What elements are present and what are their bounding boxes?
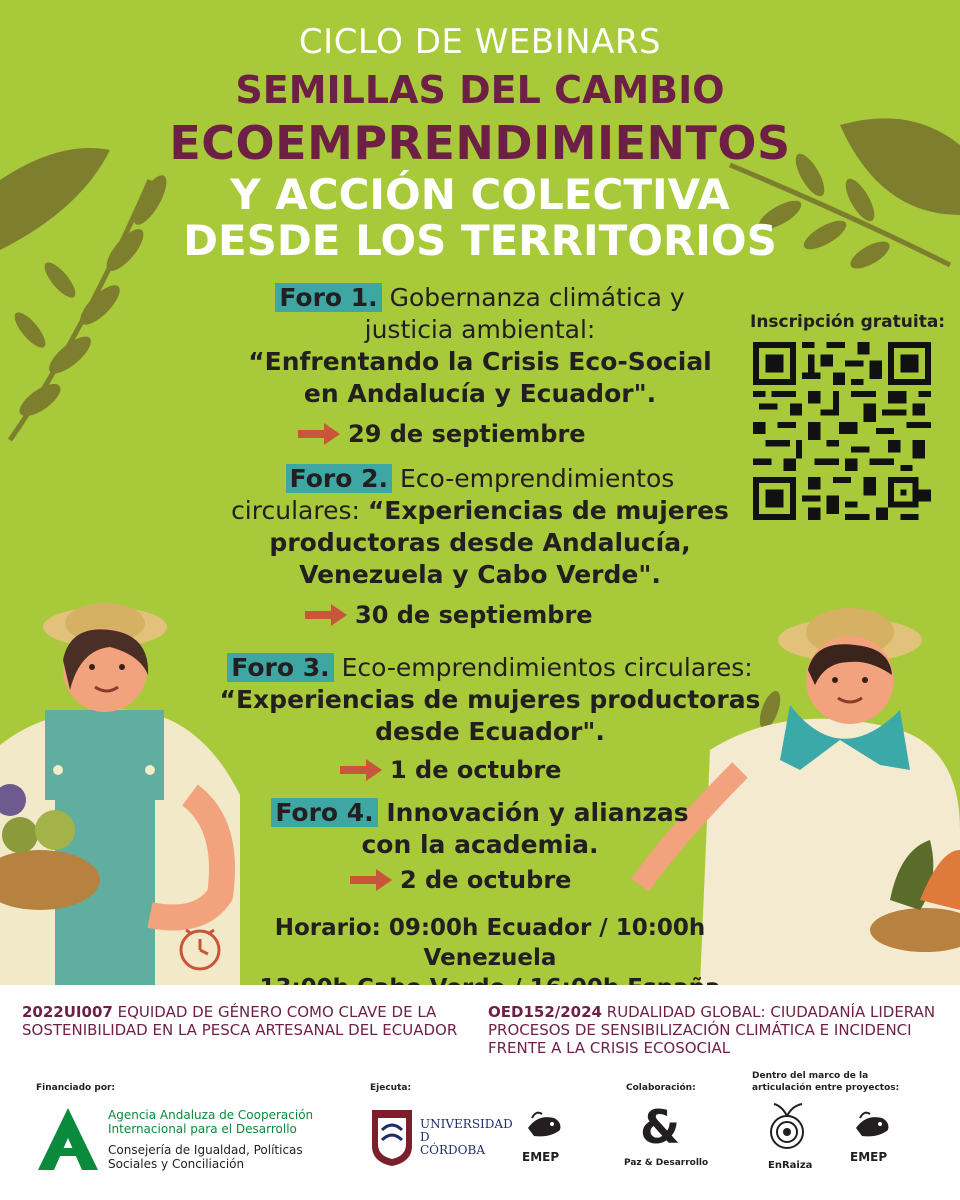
foro-4-bold1: con la academia. xyxy=(361,830,599,859)
emep-text-2: EMEP xyxy=(850,1150,888,1164)
agencia-line2: Internacional para el Desarrollo xyxy=(108,1122,297,1136)
qr-code-icon[interactable] xyxy=(752,342,932,520)
foro-3-tag: Foro 3. xyxy=(227,653,333,682)
enraiza-text: EnRaiza xyxy=(768,1160,813,1171)
project-1-code: 2022UI007 xyxy=(22,1003,113,1021)
marco-line1: Dentro del marco de la xyxy=(752,1071,869,1081)
consejeria-line2: Sociales y Conciliación xyxy=(108,1157,245,1171)
project-1 xyxy=(22,1003,472,1039)
paz-desarrollo-text: Paz & Desarrollo xyxy=(624,1158,709,1168)
foro-2-bold2: Venezuela y Cabo Verde". xyxy=(299,560,661,589)
arrow-right-icon xyxy=(298,423,340,445)
uni-line3: CÓRDOBA xyxy=(420,1143,485,1157)
foro-1-tag: Foro 1. xyxy=(275,283,381,312)
foro-1-bold2: en Andalucía y Ecuador". xyxy=(303,379,657,408)
emep-logo-2-icon xyxy=(852,1108,892,1144)
title-semillas: SEMILLAS DEL CAMBIO xyxy=(235,68,725,112)
foro-2-bold-inline: “Experiencias de mujeres xyxy=(367,496,729,525)
clock-icon xyxy=(176,924,224,972)
foro-3-date-text: 1 de octubre xyxy=(390,756,562,784)
consejeria-line1: Consejería de Igualdad, Políticas xyxy=(108,1143,303,1157)
agencia-text xyxy=(108,1108,313,1136)
ejecuta-label: Ejecuta: xyxy=(370,1083,412,1093)
project-2-text3: FRENTE A LA CRISIS ECOSOCIAL xyxy=(488,1039,731,1057)
uni-line2: D xyxy=(420,1130,430,1144)
agencia-line1: Agencia Andaluza de Cooperación xyxy=(108,1108,314,1122)
uni-line1: UNIVERSIDAD xyxy=(420,1117,513,1131)
foro-1-bold1: “Enfrentando la Crisis Eco-Social xyxy=(248,347,712,376)
arrow-right-icon xyxy=(340,759,382,781)
universidad-cordoba-logo-icon xyxy=(370,1108,414,1168)
title-accion xyxy=(0,172,960,264)
foro-3-date xyxy=(340,756,561,784)
foro-1-text2: justicia ambiental: xyxy=(364,315,596,344)
arrow-right-icon xyxy=(305,604,347,626)
universidad-text xyxy=(420,1118,513,1157)
foro-4 xyxy=(240,797,720,861)
junta-andalucia-logo-icon xyxy=(38,1108,98,1170)
foro-2-text1: Eco-emprendimientos xyxy=(392,464,675,493)
project-2-text1: RUDALIDAD GLOBAL: CIUDADANÍA LIDERAN xyxy=(602,1003,936,1021)
foro-1-date xyxy=(298,420,586,448)
title-accion-line1: Y ACCIÓN COLECTIVA xyxy=(230,170,730,219)
consejeria-text xyxy=(108,1143,303,1171)
foro-4-bold-inline: Innovación y alianzas xyxy=(377,798,689,827)
foro-2-date-text: 30 de septiembre xyxy=(355,601,593,629)
marco-line2: articulación entre proyectos: xyxy=(752,1083,900,1093)
project-2-text2: PROCESOS DE SENSIBILIZACIÓN CLIMÁTICA E INCIDENCI xyxy=(488,1021,912,1039)
title-accion-line2: DESDE LOS TERRITORIOS xyxy=(183,216,777,265)
foro-2-text2: circulares: xyxy=(231,496,368,525)
emep-logo-icon xyxy=(524,1108,564,1144)
ampersand-logo-icon: & xyxy=(640,1100,681,1154)
foro-3-bold2: desde Ecuador". xyxy=(375,717,605,746)
foro-2-bold1: productoras desde Andalucía, xyxy=(269,528,691,557)
foro-2-date xyxy=(305,601,593,629)
project-2 xyxy=(488,1003,948,1057)
foro-3 xyxy=(190,652,790,748)
emep-text-1: EMEP xyxy=(522,1150,560,1164)
foro-1 xyxy=(200,282,760,410)
project-1-text1: EQUIDAD DE GÉNERO COMO CLAVE DE LA xyxy=(112,1003,437,1021)
inscripcion-label: Inscripción gratuita: xyxy=(750,312,946,332)
financiado-label: Financiado por: xyxy=(36,1083,116,1093)
project-1-text2: SOSTENIBILIDAD EN LA PESCA ARTESANAL DEL ECUADOR xyxy=(22,1021,458,1039)
foro-1-date-text: 29 de septiembre xyxy=(348,420,586,448)
foro-3-text1: Eco-emprendimientos circulares: xyxy=(333,653,753,682)
project-2-code: OED152/2024 xyxy=(488,1003,602,1021)
marco-label xyxy=(752,1070,899,1094)
foro-3-bold1: “Experiencias de mujeres productoras xyxy=(219,685,761,714)
arrow-right-icon xyxy=(350,869,392,891)
title-ciclo: CICLO DE WEBINARS xyxy=(298,22,662,62)
foro-4-date xyxy=(350,866,571,894)
enraiza-logo-icon xyxy=(762,1100,812,1156)
foro-2 xyxy=(190,463,770,591)
foro-4-tag: Foro 4. xyxy=(271,798,377,827)
foro-2-tag: Foro 2. xyxy=(286,464,392,493)
foro-4-date-text: 2 de octubre xyxy=(400,866,572,894)
horario-line1: Horario: 09:00h Ecuador / 10:00h Venezuela xyxy=(274,915,706,971)
foro-1-text1: Gobernanza climática y xyxy=(381,283,685,312)
title-ecoemprendimientos: ECOEMPRENDIMIENTOS xyxy=(169,116,791,170)
colaboracion-label: Colaboración: xyxy=(626,1083,696,1093)
